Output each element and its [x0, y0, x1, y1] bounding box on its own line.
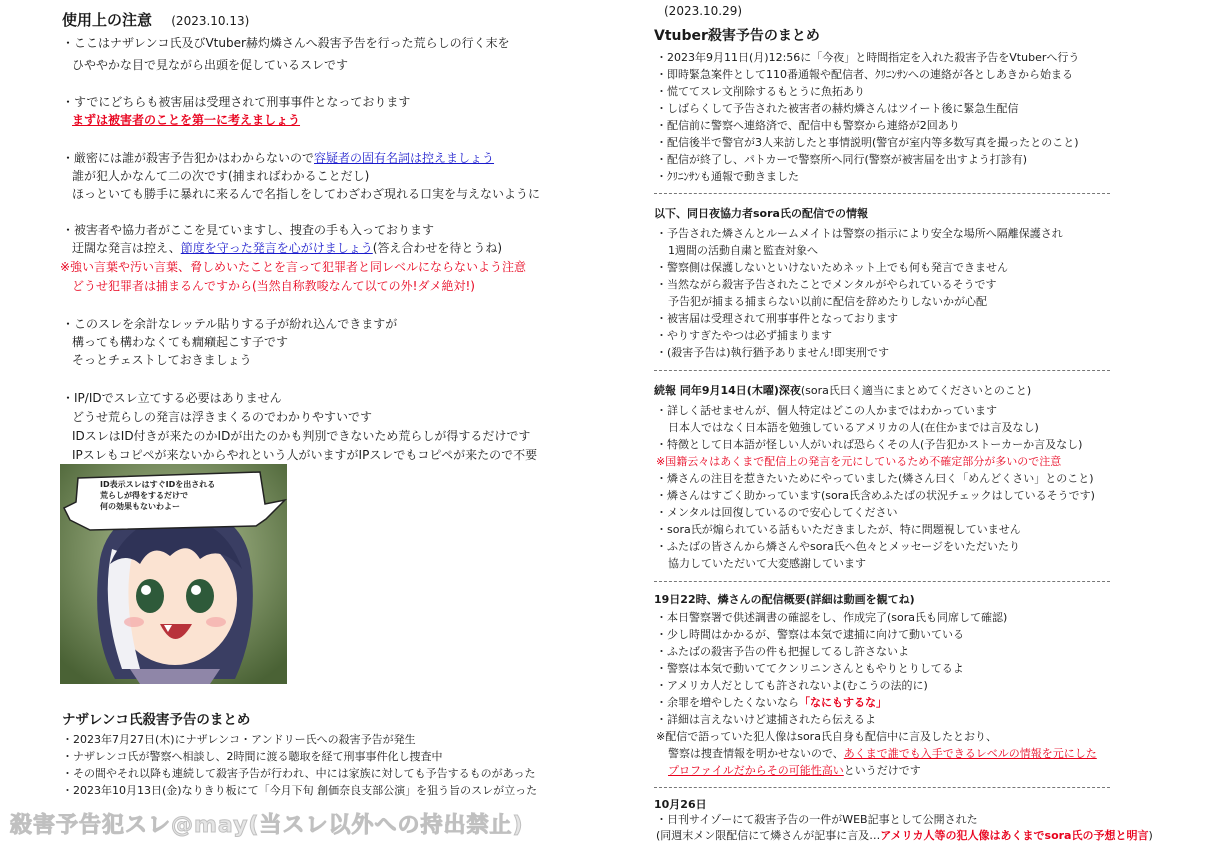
- notice-line: [72, 240, 502, 257]
- oct26-section-title: 10月26日: [654, 798, 707, 811]
- summary-line: ・予告された燐さんとルームメイトは警察の指示により安全な場所へ隔離保護され: [656, 227, 1063, 240]
- notice-line: ・ここはナザレンコ氏及びVtuber赫灼燐さんへ殺害予告を行った荒らしの行く末を: [62, 36, 510, 50]
- summary-line: [668, 746, 1097, 763]
- notice-line: [62, 150, 494, 167]
- summary-line: ・日刊サイゾーにて殺害予告の一件がWEB記事として公開された: [656, 813, 978, 826]
- notice-line: ・IP/IDでスレ立てする必要はありません: [62, 391, 282, 405]
- summary-line: ・その間やそれ以降も連続して殺害予告が行われ、中には家族に対しても予告するものがあった: [62, 767, 536, 780]
- warning-line: どうせ犯罪者は捕まるんですから(当然自称教唆なんて以ての外!ダメ絶対!): [72, 279, 475, 293]
- warning-line: ※強い言葉や汚い言葉、脅しめいたことを言って犯罪者と同レベルにならないよう注意: [60, 260, 527, 274]
- title-text: 使用上の注意: [62, 11, 153, 29]
- summary-line: ・燐さんはすごく助かっています(sora氏含めふたばの状況チェックはしているそうです): [656, 489, 1095, 502]
- section-divider: [654, 787, 1110, 788]
- speech-bubble-text: [100, 479, 215, 512]
- summary-line: ・当然ながら殺害予告されたことでメンタルがやられているそうです: [656, 278, 997, 291]
- watermark-footer: 殺害予告犯スレ@may(当スレ以外への持出禁止): [10, 813, 524, 838]
- summary-line: ・被害届は受理されて刑事事件となっております: [656, 312, 898, 325]
- notice-text: ・厳密には誰が殺害予告犯かはわからないので: [62, 151, 315, 165]
- summary-line: ・詳細は言えないけど逮捕されたら伝えるよ: [656, 713, 876, 726]
- bubble-line: 荒らしが得をするだけで: [100, 491, 188, 500]
- summary-line: ・2023年10月13日(金)なりきり板にて「今月下旬 創価奈良支部公演」を狙う旨のスレが立った: [62, 784, 538, 797]
- summary-line: ・少し時間はかかるが、警察は本気で逮捕に向けて動いている: [656, 628, 964, 641]
- followup-section-title: [654, 383, 1031, 400]
- summary-line: ・ｸﾘﾆﾝｻﾝも通報で動きました: [656, 170, 799, 183]
- emphasis-text: 「なにもするな」: [799, 696, 887, 709]
- section-divider: [654, 581, 1110, 582]
- summary-line: ・sora氏が煽られている話もいただきましたが、特に問題視していません: [656, 523, 1021, 536]
- summary-line: ・警察は本気で動いててクンリニンさんともやりとりしてるよ: [656, 662, 964, 675]
- anime-girl-illustration: [60, 464, 287, 684]
- section-divider: [654, 370, 1110, 371]
- stream-summary-title: 19日22時、燐さんの配信概要(詳細は動画を観てね): [654, 593, 915, 606]
- summary-line: ・特徴として日本語が怪しい人がいれば恐らくその人(予告犯かストーカーか言及なし): [656, 438, 1083, 451]
- followup-title-bold: 続報 同年9月14日(木曜)深夜: [654, 384, 801, 397]
- followup-title-note: (sora氏曰く適当にまとめてくださいとのこと): [800, 384, 1032, 397]
- notice-line: ほっといても勝手に暴れに来るんで名指しをしてわざわざ現れる口実を与えないように: [72, 187, 541, 201]
- notice-line: ・すでにどちらも被害届は受理されて刑事事件となっております: [62, 95, 411, 109]
- notice-line: ・このスレを余計なレッテル貼りする子が紛れ込んできますが: [62, 317, 398, 331]
- emphasis-link[interactable]: プロファイルだからその可能性高い: [668, 764, 844, 777]
- bubble-line: 何の効果もないわよー: [100, 502, 180, 511]
- summary-text: ・余罪を増やしたくないなら: [656, 696, 799, 709]
- page-title: [62, 9, 249, 30]
- summary-line: ・配信前に警察へ連絡済で、配信中も警察から連絡が2回あり: [656, 119, 960, 132]
- summary-line: [656, 828, 1153, 845]
- rule-link[interactable]: 容疑者の固有名詞は控えましょう: [314, 151, 495, 165]
- notice-line: ・被害者や協力者がここを見ていますし、捜査の手も入っております: [62, 223, 435, 237]
- section-date: (2023.10.29): [664, 4, 743, 18]
- summary-line: ・配信が終了し、パトカーで警察所へ同行(警察が被害届を出すよう打診有): [656, 153, 1028, 166]
- summary-text: (同週末メン限配信にて燐さんが記事に言及…: [656, 829, 881, 842]
- notice-text: (答え合わせを待とうね): [372, 241, 503, 255]
- summary-line: ・燐さんの注目を惹きたいためにやっていました(燐さん曰く「めんどくさい」とのこと): [656, 472, 1094, 485]
- summary-line: ・ナザレンコ氏が警察へ相談し、2時間に渡る聴取を経て刑事事件化し捜査中: [62, 750, 443, 763]
- sora-section-title: 以下、同日夜協力者sora氏の配信での情報: [654, 207, 868, 220]
- notice-line: 構っても構わなくても癇癪起こす子です: [72, 335, 289, 349]
- notice-text: 迂闊な発言は控え、: [72, 241, 181, 255]
- summary-line: ・アメリカ人だとしても許されないよ(むこうの法的に): [656, 679, 928, 692]
- summary-line: ・2023年7月27日(木)にナザレンコ・アンドリー氏への殺害予告が発生: [62, 733, 416, 746]
- vtuber-section-title: Vtuber殺害予告のまとめ: [654, 28, 820, 44]
- warning-line: ※国籍云々はあくまで配信上の発言を元にしているため不確定部分が多いので注意: [656, 455, 1062, 468]
- summary-line: ・ふたばの皆さんから燐さんやsora氏へ色々とメッセージをいただいたり: [656, 540, 1021, 553]
- summary-line: ・慌ててスレ文削除するもとうに魚拓あり: [656, 85, 865, 98]
- title-date: (2023.10.13): [171, 14, 250, 28]
- section-divider: [654, 193, 1110, 194]
- notice-line: どうせ荒らしの発言は浮きまくるのでわかりやすいです: [72, 410, 373, 424]
- summary-text: 警察は捜査情報を明かせないので、: [668, 747, 844, 760]
- summary-line: [668, 763, 921, 780]
- emphasis-link[interactable]: あくまで誰でも入手できるレベルの情報を元にした: [843, 747, 1097, 760]
- summary-line: 協力していただいて大変感謝しています: [668, 557, 866, 570]
- summary-text: ): [1148, 829, 1153, 842]
- notice-line: ひややかな目で見ながら出頭を促しているスレです: [72, 58, 349, 72]
- emphasis-text: アメリカ人等の犯人像はあくまでsora氏の予想と明言: [880, 829, 1149, 842]
- notice-line: そっとチェストしておきましょう: [72, 353, 252, 367]
- notice-line: IDスレはID付きが来たのかIDが出たのかも判別できないため荒らしが得するだけです: [72, 429, 531, 443]
- rule-link[interactable]: 節度を守った発言を心がけましょう: [180, 241, 373, 255]
- bubble-line: ID表示スレはすぐIDを出される: [100, 480, 216, 489]
- summary-line: ・詳しく話せませんが、個人特定はどこの人かまではわかっています: [656, 404, 997, 417]
- nazarenko-section-title: ナザレンコ氏殺害予告のまとめ: [62, 712, 251, 728]
- summary-line: ・警察側は保護しないといけないためネット上でも何も発言できません: [656, 261, 1008, 274]
- summary-text: というだけです: [843, 764, 921, 777]
- summary-line: ・本日警察署で供述調書の確認をし、作成完了(sora氏も同席して確認): [656, 611, 1008, 624]
- summary-line: [656, 695, 887, 712]
- notice-line: 誰が犯人かなんて二の次です(捕まればわかることだし): [72, 169, 370, 183]
- notice-line: IPスレもコピペが来ないからやれという人がいますがIPスレでもコピペが来たので不要: [72, 448, 538, 462]
- summary-line: 1週間の活動自粛と監査対象へ: [668, 244, 818, 257]
- summary-line: ・ふたばの殺害予告の件も把握してるし許さないよ: [656, 645, 909, 658]
- summary-line: ・(殺害予告は)執行猶予ありません!即実刑です: [656, 346, 889, 359]
- summary-line: ※配信で語っていた犯人像はsora氏自身も配信中に言及したとおり、: [656, 730, 997, 743]
- summary-line: ・配信後半で警官が3人来訪したと事情説明(警官が室内等多数写真を撮ったとのこと): [656, 136, 1079, 149]
- summary-line: 日本人ではなく日本語を勉強しているアメリカの人(在住かまでは言及なし): [668, 421, 1039, 434]
- summary-line: ・しばらくして予告された被害者の赫灼燐さんはツイート後に緊急生配信: [656, 102, 1019, 115]
- summary-line: ・メンタルは回復しているので安心してください: [656, 506, 898, 519]
- summary-line: ・やりすぎたやつは必ず捕まります: [656, 329, 832, 342]
- summary-line: ・即時緊急案件として110番通報や配信者、ｸﾘﾆﾝｻﾝへの連絡が各としあきから始まる: [656, 68, 1073, 81]
- summary-line: 予告犯が捕まる捕まらない以前に配信を辞めたりしないかが心配: [668, 295, 987, 308]
- warning-link[interactable]: まずは被害者のことを第一に考えましょう: [72, 113, 301, 127]
- summary-line: ・2023年9月11日(月)12:56に「今夜」と時間指定を入れた殺害予告をVtuberへ行う: [656, 51, 1080, 64]
